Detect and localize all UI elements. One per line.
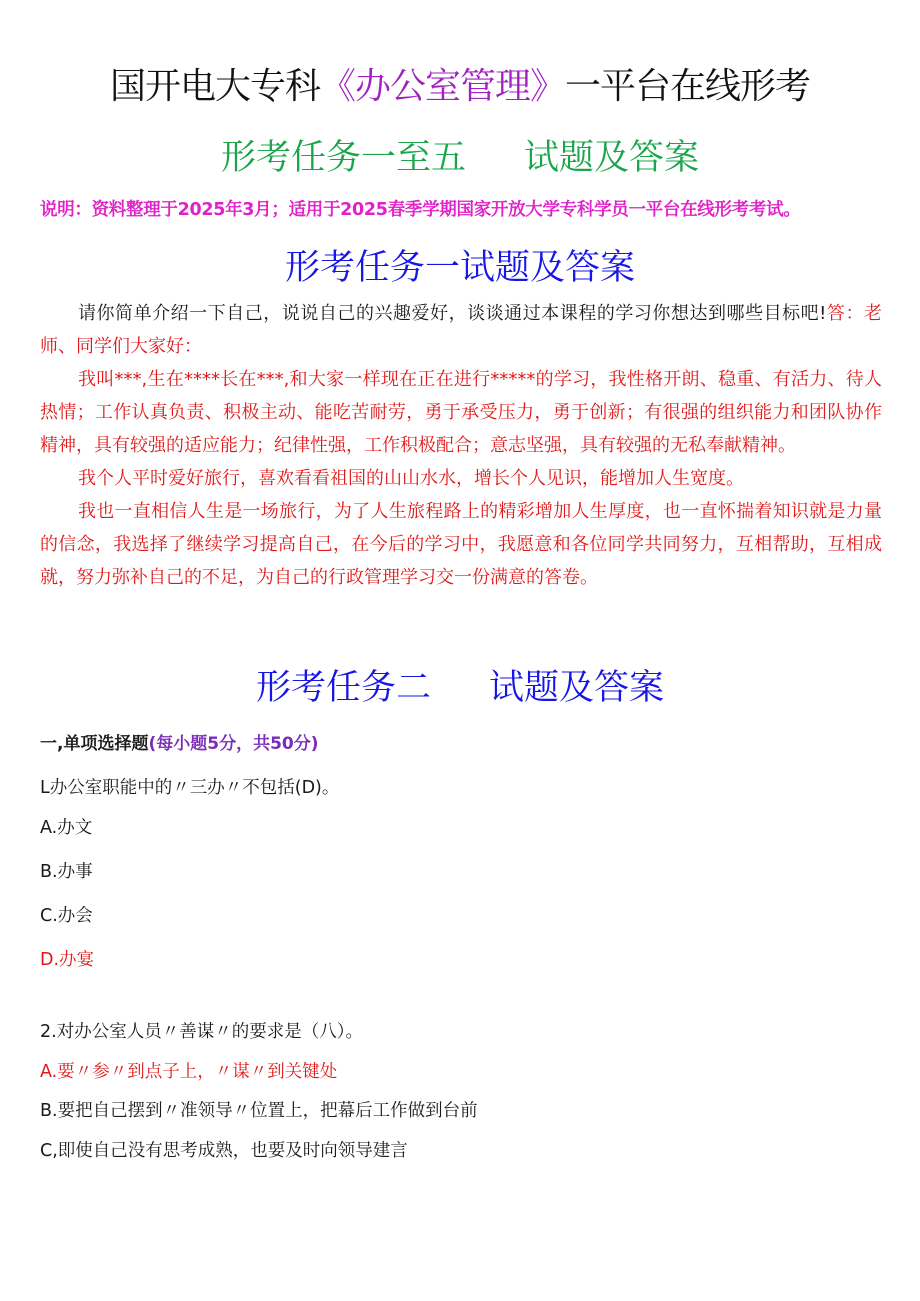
section-score: (每小题5分，共50分) (148, 734, 319, 754)
question-2-option-c: C,即使自己没有思考成熟，也要及时向领导建言 (40, 1141, 408, 1161)
question-1-stem: L办公室职能中的〃三办〃不包括(D)。 (40, 778, 340, 798)
title-book-name: 《办公室管理》 (319, 66, 565, 107)
question-2-option-b: B.要把自己摆到〃准领导〃位置上，把幕后工作做到台前 (40, 1101, 478, 1121)
task1-answer-paragraph-3: 我也一直相信人生是一场旅行，为了人生旅程路上的精彩增加人生厚度，也一直怀揣着知识就是力量的信念，我选择了继续学习提高自己，在今后的学习中，我愿意和各位同学共同努力，互相帮助，互相成就，努力弥补自己的不足，为自己的行政管理学习交一份满意的答卷。 (40, 501, 882, 588)
question-2-option-a-answer: A.要〃参〃到点子上，〃谋〃到关键处 (40, 1062, 338, 1082)
title-suffix: 一平台在线形考 (565, 66, 811, 107)
question-1-option-d-answer: D.办宴 (40, 950, 95, 970)
task2-heading-right: 试题及答案 (489, 668, 665, 708)
question-1-option-c: C.办会 (40, 906, 93, 926)
title-prefix: 国开电大专科 (109, 66, 320, 107)
task1-heading: 形考任务一试题及答案 (284, 248, 635, 288)
task1-answer-paragraph-1: 我叫***,生在****长在***,和大家一样现在正在进行*****的学习，我性格开朗、稳重、有活力、待人热情；工作认真负责、积极主动、能吃苦耐劳，勇于承受压力，勇于创新；有很强的组织能力和团队协作精神，具有较强的适应能力；纪律性强，工作积极配合；意志坚强，具有较强的无私奉献精神。 (40, 369, 882, 456)
question-1-option-a: A.办文 (40, 818, 93, 838)
section-label: 一,单项选择题 (40, 734, 149, 754)
question-1-option-b: B.办事 (40, 862, 93, 882)
document-subtitle (0, 134, 920, 182)
subtitle-right: 试题及答案 (524, 138, 700, 178)
task2-heading (0, 664, 920, 712)
subtitle-left: 形考任务一至五 (220, 138, 466, 178)
task1-question: 请你简单介绍一下自己，说说自己的兴趣爱好，谈谈通过本课程的学习你想达到哪些目标吧! (78, 303, 827, 324)
task1-answer-intro: 答：老师、同学们大家好： (40, 303, 882, 357)
section-title (40, 730, 319, 758)
task1-answer-paragraph-2: 我个人平时爱好旅行，喜欢看看祖国的山山水水，增长个人见识，能增加人生宽度。 (78, 468, 744, 489)
question-2-stem: 2.对办公室人员〃善谋〃的要求是（八）。 (40, 1022, 363, 1042)
document-title (0, 62, 920, 112)
usage-note: 说明：资料整理于2025年3月；适用于2025春季学期国家开放大学专科学员一平台在线形考考试。 (40, 200, 801, 220)
task1-question-paragraph (40, 297, 882, 363)
task2-heading-left: 形考任务二 (255, 668, 431, 708)
